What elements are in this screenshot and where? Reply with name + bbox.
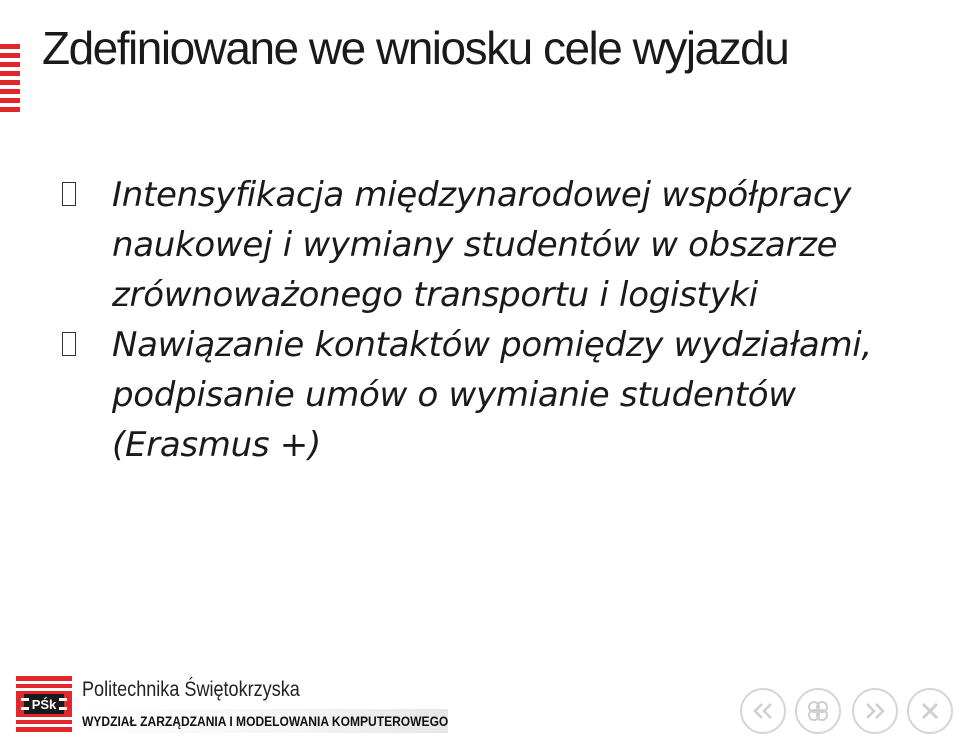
- bullet-item: [60, 170, 950, 320]
- university-name: Politechnika Świętokrzyska: [82, 678, 300, 701]
- bullet-marker-icon: [62, 332, 76, 356]
- bullet-marker-icon: [62, 182, 76, 206]
- nav-previous-button[interactable]: [740, 688, 786, 734]
- footer: [0, 668, 959, 737]
- bullet-text: Intensyfikacja międzynarodowej współpracy naukowej i wymiany studentów w obszarze zrównoważonego transportu i logistyki: [112, 175, 852, 315]
- logo-text: PŚk: [31, 697, 57, 712]
- faculty-name: WYDZIAŁ ZARZĄDZANIA I MODELOWANIA KOMPUTEROWEGO: [82, 713, 449, 729]
- home-icon: [804, 697, 832, 725]
- nav-next-button[interactable]: [852, 688, 898, 734]
- bullet-text: Nawiązanie kontaktów pomiędzy wydziałami, podpisanie umów o wymianie studentów (Erasmus +): [112, 325, 872, 465]
- close-icon: [919, 700, 941, 722]
- nav-home-button[interactable]: [795, 688, 841, 734]
- slide-title: Zdefiniowane we wniosku cele wyjazdu: [42, 22, 789, 74]
- university-logo: [16, 676, 72, 732]
- red-stripe-decoration: [0, 44, 20, 116]
- bullet-item: [60, 320, 950, 470]
- bullet-list: [60, 170, 950, 470]
- fast-forward-icon: [862, 702, 888, 720]
- nav-close-button[interactable]: [907, 688, 953, 734]
- rewind-icon: [750, 702, 776, 720]
